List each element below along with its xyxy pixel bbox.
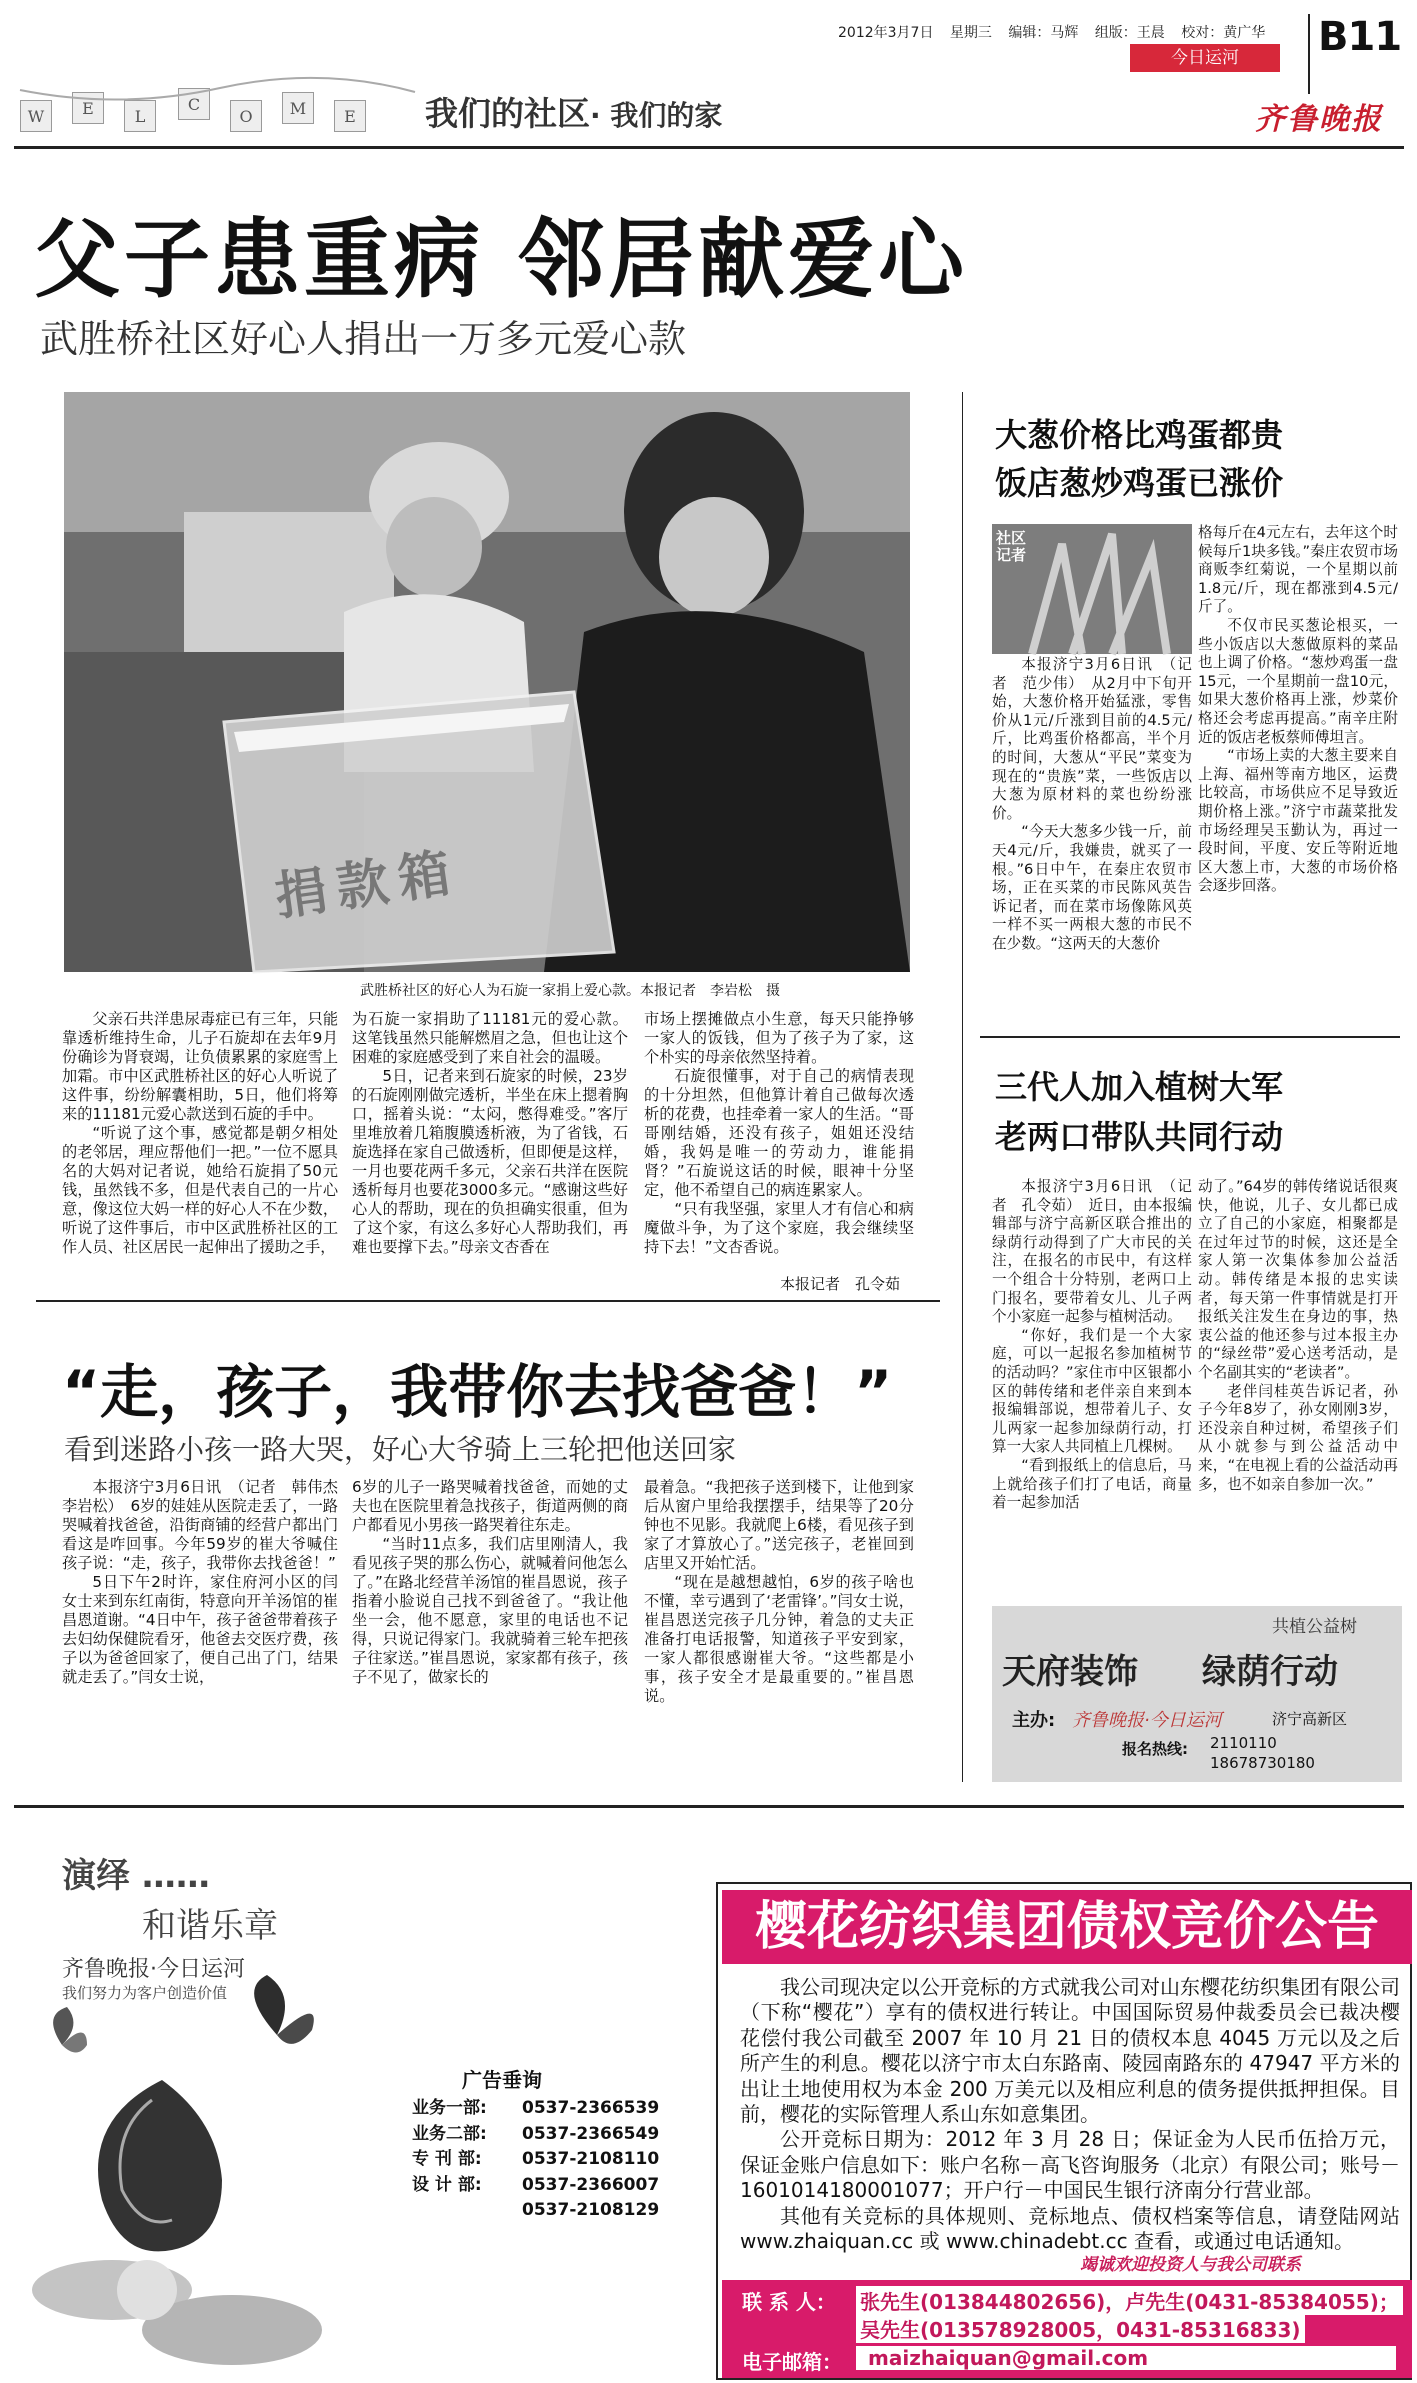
paragraph: “现在是越想越怕，6岁的孩子啥也不懂，幸亏遇到了‘老雷锋’。”闫女士说，崔昌恩送完孩子几分钟，着急的丈夫正准备打电话报警，知道孩子平安到家，一家人都很感谢崔大爷。“这些都是小事，孩子安全才是最重要的。”崔昌恩说。 — [644, 1573, 914, 1705]
paragraph: “当时11点多，我们店里刚清人，我看见孩子哭的那么伤心，就喊着问他怎么了。”在路北经营羊汤馆的崔昌恩说，孩子指着小脸说自己找不到爸爸了。“我让他坐一会，他不愿意，家里的电话也不记得，只说记得家门。我就骑着三轮车把孩子往家送。”崔昌恩说，家家都有孩子，孩子不见了，做家长的 — [352, 1535, 628, 1686]
paragraph: 父亲石共洋患尿毒症已有三年，只能靠透析维持生命，儿子石旋却在去年9月份确诊为肾衰竭，让负债累累的家庭雪上加霜。市中区武胜桥社区的好心人听说了这件事，纷纷解囊相助，5日，他们将筹来的11181元爱心款送到石旋的手中。 — [62, 1010, 338, 1123]
header-designer: 组版：王晨 — [1094, 25, 1165, 41]
phone-number: 0537-2366549 — [522, 2123, 660, 2144]
bunting-string — [20, 70, 415, 142]
ad-title2: 和谐乐章 — [142, 1906, 278, 1946]
paragraph: 本报济宁3月6日讯 （记者 孔令茹） 近日，由本报编辑部与济宁高新区联合推出的绿荫行动得到了广大市民的关注，在报名的市民中，有这样一个组合十分特别，老两口上门报名，要带着女儿、儿子两个小家庭一起参与植树活动。 — [992, 1178, 1192, 1326]
second-headline: “走，孩子，我带你去找爸爸！” — [62, 1358, 893, 1426]
notice-title: 樱花纺织集团债权竞价公告 — [722, 1890, 1412, 1964]
notice-paragraph: 公开竞标日期为：2012 年 3 月 28 日；保证金为人民币伍拾万元，保证金账户信息如下：账户名称－高飞咨询服务（北京）有限公司；账号－1601014180001077；开户行－中国民生银行济南分行营业部。 — [740, 2127, 1400, 2203]
email-label: 电子邮箱： — [742, 2350, 842, 2374]
paragraph: “看到报纸上的信息后，马上就给孩子们打了电话，商量着一起参加活 — [992, 1456, 1192, 1512]
side1-col-left — [992, 656, 1192, 1028]
paragraph: “市场上卖的大葱主要来自上海、福州等南方地区，运费比较高，市场供应不足导致近期价格上涨。”济宁市蔬菜批发市场经理吴玉勤认为，再过一段时间，平度、安丘等附近地区大葱上市，大葱的市场价格会逐步回落。 — [1198, 747, 1398, 895]
side2-headline-1: 三代人加入植树大军 — [995, 1068, 1284, 1106]
notice-contact-bar — [722, 2280, 1412, 2378]
column-divider — [962, 392, 963, 1782]
photo-illustration — [64, 392, 910, 972]
contact-line-1: 张先生(013844802656)，卢先生(0431-85384055)； — [856, 2286, 1403, 2315]
contact-line-2: 吴先生(013578928005，0431-85316833) — [856, 2314, 1305, 2343]
ad-hotline-1: 2110110 — [1210, 1734, 1277, 1752]
side1-photo — [992, 524, 1192, 654]
paragraph: 本报济宁3月6日讯 （记者 范少伟） 从2月中下旬开始，大葱价格开始猛涨，零售价从1元/斤涨到目前的4.5元/斤，比鸡蛋价格都高，半个月的时间，大葱从“平民”菜变为现在的“贵族”菜，一些饭店以大葱为原材料的菜也纷纷涨价。 — [992, 656, 1192, 822]
welcome-banner — [20, 70, 415, 142]
main-story-col3 — [644, 1010, 914, 1272]
header-date: 2012年3月7日 — [838, 25, 934, 41]
main-headline: 父子患重病 邻居献爱心 — [34, 210, 968, 310]
phone-number: 0537-2366007 — [522, 2174, 660, 2195]
ad-tag: 共植公益树 — [1272, 1617, 1357, 1637]
second-story-col3 — [644, 1478, 914, 1768]
paragraph: 格每斤在4元左右，去年这个时候每斤1块多钱。”秦庄农贸市场商贩李红菊说，一个星期以前1.8元/斤，现在都涨到4.5元/斤了。 — [1198, 524, 1398, 616]
paragraph: 动了。”64岁的韩传绪说话很爽快，他说，儿子、女儿都已成立了自己的小家庭，相聚都是在过年过节的时候，这还是全家人第一次集体参加公益活动。韩传绪是本报的忠实读者，每天第一件事情就是打开报纸关注发生在身边的事，热衷公益的他还参与过本报主办的“绿丝带”爱心送考活动，是个名副其实的“老读者”。 — [1198, 1178, 1398, 1381]
ad-phone-row — [412, 2147, 659, 2173]
paragraph: 5日下午2时许，家住府河小区的闫女士来到东红南街，特意向开羊汤馆的崔昌恩道谢。“4日中午，孩子爸爸带着孩子去妇幼保健院看牙，他爸去交医疗费，孩子以为爸爸回家了，便自己出了门，结果就走丢了。”闫女士说， — [62, 1573, 338, 1686]
header-meta — [838, 22, 1277, 42]
notice-body — [740, 1975, 1400, 2254]
paragraph: “只有我坚强，家里人才有信心和病魔做斗争，为了这个家庭，我会继续坚持下去！”文杏香说。 — [644, 1200, 914, 1256]
ad-host-org: 济宁高新区 — [1272, 1710, 1348, 1728]
paragraph: 最着急。“我把孩子送到楼下，让他到家后从窗户里给我摆摆手，结果等了20分钟也不见影。我就爬上6楼，看见孩子到家了才算放心了。”送完孩子，老崔回到店里又开始忙活。 — [644, 1478, 914, 1572]
ad-phone-row — [412, 2173, 659, 2199]
paragraph: “听说了这个事，感觉都是朝夕相处的老邻居，理应帮他们一把。”一位不愿具名的大妈对记者说，她给石旋捐了50元钱，虽然钱不多，但是代表自己的一片心意，像这位大妈一样的好心人不在少数，听说了这件事后，市中区武胜桥社区的工作人员、社区居民一起伸出了援助之手， — [62, 1124, 338, 1256]
phone-label: 专 刊 部: — [412, 2149, 482, 2169]
ad-phone-list — [412, 2096, 659, 2224]
welcome-letter: E — [72, 92, 104, 124]
ad-hotline-2: 18678730180 — [1210, 1754, 1315, 1772]
section-name: 我们的社区 — [425, 94, 590, 133]
paragraph: 不仅市民买葱论根买，一些小饭店以大葱做原料的菜品也上调了价格。“葱炒鸡蛋一盘15元，一个星期前一盘10元，如果大葱价格再上涨，炒菜价格还会考虑再提高。”南辛庄附近的饭店老板蔡师傅坦言。 — [1198, 616, 1398, 746]
paragraph: 5日，记者来到石旋家的时候，23岁的石旋刚刚做完透析，半坐在床上摁着胸口，摇着头说：“太闷，憋得难受。”客厅里堆放着几箱腹膜透析液，为了省钱，石旋选择在家自己做透析，但即便是这样，一月也要花两千多元，父亲石共洋在医院透析每月也要花3000多元。“感谢这些好心人的帮助，现在的负担确实很重，但为了这个家，有这么多好心人帮助我们，再难也要撑下去。”母亲文杏香在 — [352, 1067, 628, 1256]
ad-line1: 天府装饰 — [1002, 1652, 1138, 1692]
welcome-letter: W — [20, 100, 52, 132]
phone-label: 设 计 部: — [412, 2174, 482, 2195]
welcome-letter: L — [124, 100, 156, 132]
section-sub: · 我们的家 — [590, 99, 723, 132]
side1-col-right — [1198, 524, 1398, 1030]
ad-title1: 演绎 …… — [62, 1856, 210, 1896]
paragraph: 市场上摆摊做点小生意，每天只能挣够一家人的饭钱，但为了孩子为了家，这个朴实的母亲依然坚持着。 — [644, 1010, 914, 1066]
main-story-col2 — [352, 1010, 628, 1290]
region-tag: 今日运河 — [1130, 44, 1280, 72]
side2-col-left — [992, 1178, 1192, 1590]
photo-caption: 武胜桥社区的好心人为石旋一家捐上爱心款。本报记者 李岩松 摄 — [360, 983, 780, 999]
header-proofreader: 校对：黄广华 — [1181, 25, 1266, 41]
advertising-contact-ad — [22, 1820, 702, 2380]
paragraph: 石旋很懂事，对于自己的病情表现的十分坦然，但他算计着自己做每次透析的花费，也挂牵着一家人的生活。“哥哥刚结婚，还没有孩子，姐姐还没结婚，我妈是唯一的劳动力，谁能捐肾？”石旋说这话的时候，眼神十分坚定，他不希望自己的病连累家人。 — [644, 1067, 914, 1199]
ad-phone-row — [412, 2122, 659, 2148]
ad-phone-row — [412, 2096, 659, 2122]
header-weekday: 星期三 — [949, 25, 992, 41]
second-subheadline: 看到迷路小孩一路大哭，好心大爷骑上三轮把他送回家 — [64, 1433, 737, 1466]
header-rule — [14, 146, 1404, 149]
phone-number: 0537-2366539 — [522, 2098, 660, 2118]
side1-headline-1: 大葱价格比鸡蛋都贵 — [995, 416, 1284, 454]
ad-consult-title: 广告垂询 — [462, 2068, 542, 2092]
welcome-letter: E — [334, 100, 366, 132]
side1-headline-2: 饭店葱炒鸡蛋已涨价 — [995, 464, 1284, 502]
ad-host-brand: 齐鲁晚报·今日运河 — [1072, 1710, 1222, 1731]
paragraph: “今天大葱多少钱一斤，前天4元/斤，我嫌贵，就买了一根。”6日中午，在秦庄农贸市场，正在买菜的市民陈风英告诉记者，而在菜市场像陈风英一样不买一两根大葱的市民不在少数。“这两天的大葱价 — [992, 823, 1192, 952]
side2-col-right — [1198, 1178, 1398, 1590]
ad-line2: 绿荫行动 — [1202, 1652, 1338, 1692]
notice-paragraph: 我公司现决定以公开竞标的方式就我公司对山东樱花纺织集团有限公司（下称“樱花”）享有的债权进行转让。中国国际贸易仲裁委员会已裁决樱花偿付我公司截至 2007 年 10 月 21 日的债权本息 4045 万元以及之后所产生的利息。樱花以济宁市太白东路南、陵园南路东的 47947 平方米的出让土地使用权为本金 200 万美元以及相应利息的债务提供抵押担保。目前，樱花的实际管理人系山东如意集团。 — [740, 1975, 1400, 2127]
contact-label: 联 系 人： — [742, 2290, 836, 2314]
ad-brand: 齐鲁晚报·今日运河 — [62, 1957, 245, 1982]
phone-number: 0537-2108129 — [522, 2200, 660, 2220]
ad-hotline-label: 报名热线: — [1122, 1740, 1188, 1758]
community-reporter-badge: 社区记者 — [996, 529, 1027, 564]
section-title — [425, 88, 722, 135]
paragraph: “你好，我们是一个大家庭，可以一起报名参加植树节的活动吗？”家住市中区银都小区的韩传绪和老伴亲自来到本报编辑部说，想带着儿子、女儿两家一起参加绿荫行动，打算一大家人共同植上几棵树。 — [992, 1326, 1192, 1456]
email-address: maizhaiquan@gmail.com — [856, 2346, 1396, 2370]
ad-slogan: 我们努力为客户创造价值 — [62, 1984, 228, 2002]
welcome-letter: O — [230, 100, 262, 132]
phone-label: 业务一部: — [412, 2098, 487, 2118]
page-number: B11 — [1318, 14, 1402, 60]
phone-label: 业务二部: — [412, 2123, 487, 2144]
paragraph: 为石旋一家捐助了11181元的爱心款。这笔钱虽然只能解燃眉之急，但也让这个困难的家庭感受到了来自社会的温暖。 — [352, 1010, 628, 1066]
notice-paragraph: 其他有关竞标的具体规则、竞标地点、债权档案等信息，请登陆网站 www.zhaiquan.cc 或 www.chinadebt.cc 查看，或通过电话通知。 — [740, 2203, 1400, 2254]
bottom-rule — [14, 1805, 1404, 1808]
welcome-letter: M — [282, 92, 314, 124]
paragraph: 本报济宁3月6日讯 （记者 韩伟杰 李岩松） 6岁的娃娃从医院走丢了，一路哭喊着找爸爸，沿街商铺的经营户都出门看这是咋回事。今年59岁的崔大爷喊住孩子说：“走，孩子，我带你去找爸爸！” — [62, 1478, 354, 1572]
side-divider — [980, 1036, 1400, 1038]
header-divider — [1308, 14, 1310, 94]
notice-welcome: 竭诚欢迎投资人与我公司联系 — [1080, 2255, 1301, 2275]
brand-logo: 齐鲁晚报 — [1255, 102, 1383, 137]
paragraph: 老伴闫桂英告诉记者，孙子今年8岁了，孙女刚刚3岁，还没亲自种过树，希望孩子们从小就参与到公益活动中来，“在电视上看的公益活动再多，也不如亲自参加一次。” — [1198, 1382, 1398, 1493]
donation-box-label: 捐款箱 — [271, 842, 465, 928]
reporter-byline: 本报记者 孔令茹 — [780, 1275, 901, 1293]
story-divider — [36, 1300, 940, 1302]
news-photo — [64, 392, 910, 972]
main-story-col1 — [62, 1010, 338, 1290]
ad-host-label: 主办: — [1012, 1710, 1056, 1731]
main-subheadline: 武胜桥社区好心人捐出一万多元爱心款 — [40, 317, 687, 361]
paragraph: 6岁的儿子一路哭喊着找爸爸，而她的丈夫也在医院里着急找孩子，街道两侧的商户都看见小男孩一路哭着往东走。 — [352, 1478, 628, 1534]
green-action-ad — [992, 1606, 1402, 1782]
second-story-col2 — [352, 1478, 628, 1768]
header-editor: 编辑：马辉 — [1008, 25, 1079, 41]
second-story-col1 — [62, 1478, 354, 1768]
phone-number: 0537-2108110 — [522, 2149, 660, 2169]
ad-phone-row — [412, 2198, 659, 2224]
welcome-letter: C — [178, 88, 210, 120]
side2-headline-2: 老两口带队共同行动 — [995, 1118, 1284, 1156]
